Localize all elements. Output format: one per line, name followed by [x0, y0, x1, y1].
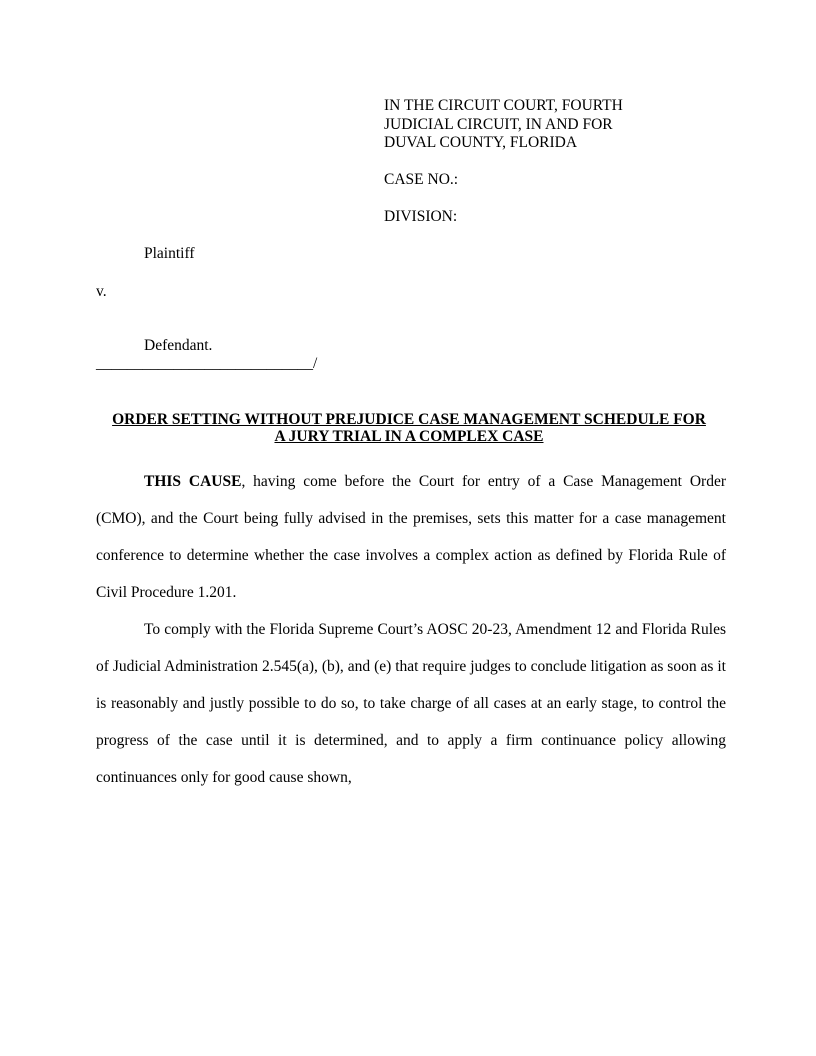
signature-line: ____________________________/ — [96, 355, 318, 372]
court-line-2: JUDICIAL CIRCUIT, IN AND FOR — [384, 115, 613, 133]
order-title-line-2: A JURY TRIAL IN A COMPLEX CASE — [274, 428, 544, 445]
this-cause-lead: THIS CAUSE — [144, 473, 242, 490]
court-line-1: IN THE CIRCUIT COURT, FOURTH — [384, 97, 623, 114]
division-label: DIVISION: — [384, 208, 458, 225]
paragraph-2: To comply with the Florida Supreme Court’s AOSC 20-23, Amendment 12 and Florida Rules of Judicial Administration 2.545(a), (b), and (e) that require judges to conclude litigation as soon as it is reasonably and justly possible to do so, to take charge of all cases at an early stage, to control the progress of the case until it is determined, and to apply a firm continuance policy allowing continuances only for good cause shown, — [96, 621, 726, 786]
paragraph-1 — [96, 463, 726, 611]
plaintiff-label: Plaintiff — [144, 245, 195, 262]
court-caption — [384, 97, 623, 153]
case-number-label: CASE NO.: — [384, 171, 459, 188]
paragraph-1-text: , having come before the Court for entry of a Case Management Order (CMO), and the Court being fully advised in the premises, sets this matter for a case management conference to determine whether the case involves a complex action as defined by Florida Rule of Civil Procedure 1.201. — [96, 473, 726, 601]
court-line-3: DUVAL COUNTY, FLORIDA — [384, 134, 578, 151]
versus-label: v. — [96, 283, 107, 300]
order-title-line-1: ORDER SETTING WITHOUT PREJUDICE CASE MANAGEMENT SCHEDULE FOR — [112, 411, 706, 428]
order-body — [96, 463, 726, 796]
defendant-label: Defendant. — [144, 337, 213, 354]
order-title — [96, 411, 722, 445]
